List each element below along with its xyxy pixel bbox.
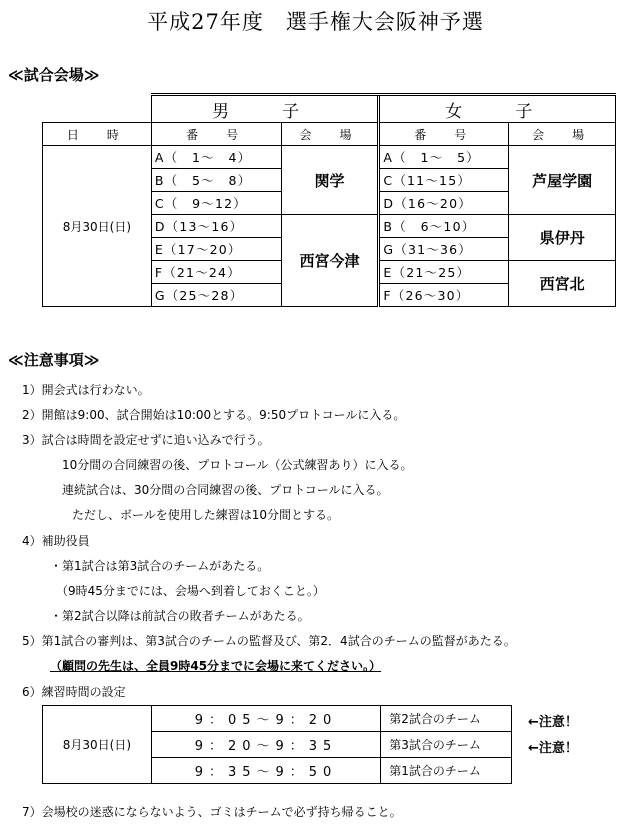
note-5: 5）第1試合の審判は、第3試合のチームの監督及び、第2．4試合のチームの監督があたる。: [22, 634, 516, 648]
venue-section-heading: ≪試合会場≫: [8, 66, 100, 84]
practice-team: 第1試合のチーム: [381, 758, 512, 784]
match-date: 8月30日(日): [43, 146, 152, 307]
male-block: G（25～28）: [151, 284, 281, 307]
attention-mark: ←注意！: [528, 715, 578, 730]
male-venue: 関学: [281, 146, 379, 215]
col-male-venue-header: 会 場: [281, 123, 379, 146]
notes-section-heading: ≪注意事項≫: [8, 351, 100, 369]
male-block: F（21～24）: [151, 261, 281, 284]
note-4: 4）補助役員: [22, 534, 90, 548]
col-female-number-header: 番 号: [379, 123, 509, 146]
practice-team: 第3試合のチーム: [381, 732, 512, 758]
venue-table: [42, 93, 616, 307]
female-block: E（21～25）: [379, 261, 509, 284]
note-4b: （9時45分までには、会場へ到着しておくこと。）: [56, 584, 325, 598]
male-block: B（ 5～ 8）: [151, 169, 281, 192]
note-4c: ・第2試合以降は前試合の敗者チームがあたる。: [50, 609, 310, 623]
male-header: 男 子: [151, 95, 379, 123]
note-4a: ・第1試合は第3試合のチームがあたる。: [50, 559, 270, 573]
male-venue: 西宮今津: [281, 215, 379, 307]
female-header: 女 子: [379, 95, 616, 123]
male-block: D（13～16）: [151, 215, 281, 238]
male-block: E（17～20）: [151, 238, 281, 261]
page-title: 平成27年度 選手権大会阪神予選: [147, 10, 484, 34]
female-venue: 県伊丹: [509, 215, 616, 261]
note-6: 6）練習時間の設定: [22, 685, 126, 699]
female-venue: 西宮北: [509, 261, 616, 307]
col-female-venue-header: 会 場: [509, 123, 616, 146]
male-block: C（ 9～12）: [151, 192, 281, 215]
female-block: A（ 1～ 5）: [379, 146, 509, 169]
practice-team: 第2試合のチーム: [381, 706, 512, 732]
col-date-header: 日 時: [43, 123, 152, 146]
female-block: G（31～36）: [379, 238, 509, 261]
practice-time: 9：35～9：50: [151, 758, 381, 784]
note-3a: 10分間の合同練習の後、プロトコール（公式練習あり）に入る。: [62, 458, 413, 472]
female-venue: 芦屋学園: [509, 146, 616, 215]
female-block: B（ 6～10）: [379, 215, 509, 238]
female-block: D（16～20）: [379, 192, 509, 215]
col-male-number-header: 番 号: [151, 123, 281, 146]
note-3b: 連続試合は、30分間の合同練習の後、プロトコールに入る。: [62, 483, 389, 497]
note-3: 3）試合は時間を設定せずに追い込みで行う。: [22, 433, 270, 447]
female-block: F（26～30）: [379, 284, 509, 307]
note-2: 2）開館は9:00、試合開始は10:00とする。9:50プロトコールに入る。: [22, 408, 406, 422]
note-7: 7）会場校の迷惑にならないよう、ゴミはチームで必ず持ち帰ること。: [22, 805, 402, 819]
practice-time: 9：20～9：35: [151, 732, 381, 758]
note-5a: （顧問の先生は、全員9時45分までに会場に来てください。）: [50, 659, 382, 673]
note-3c: ただし、ボールを使用した練習は10分間とする。: [72, 508, 340, 522]
female-block: C（11～15）: [379, 169, 509, 192]
practice-date: 8月30日(日): [43, 706, 152, 784]
attention-mark: ←注意！: [528, 741, 578, 756]
practice-table: [42, 705, 512, 784]
male-block: A（ 1～ 4）: [151, 146, 281, 169]
practice-time: 9：05～9：20: [151, 706, 381, 732]
note-1: 1）開会式は行わない。: [22, 383, 150, 397]
